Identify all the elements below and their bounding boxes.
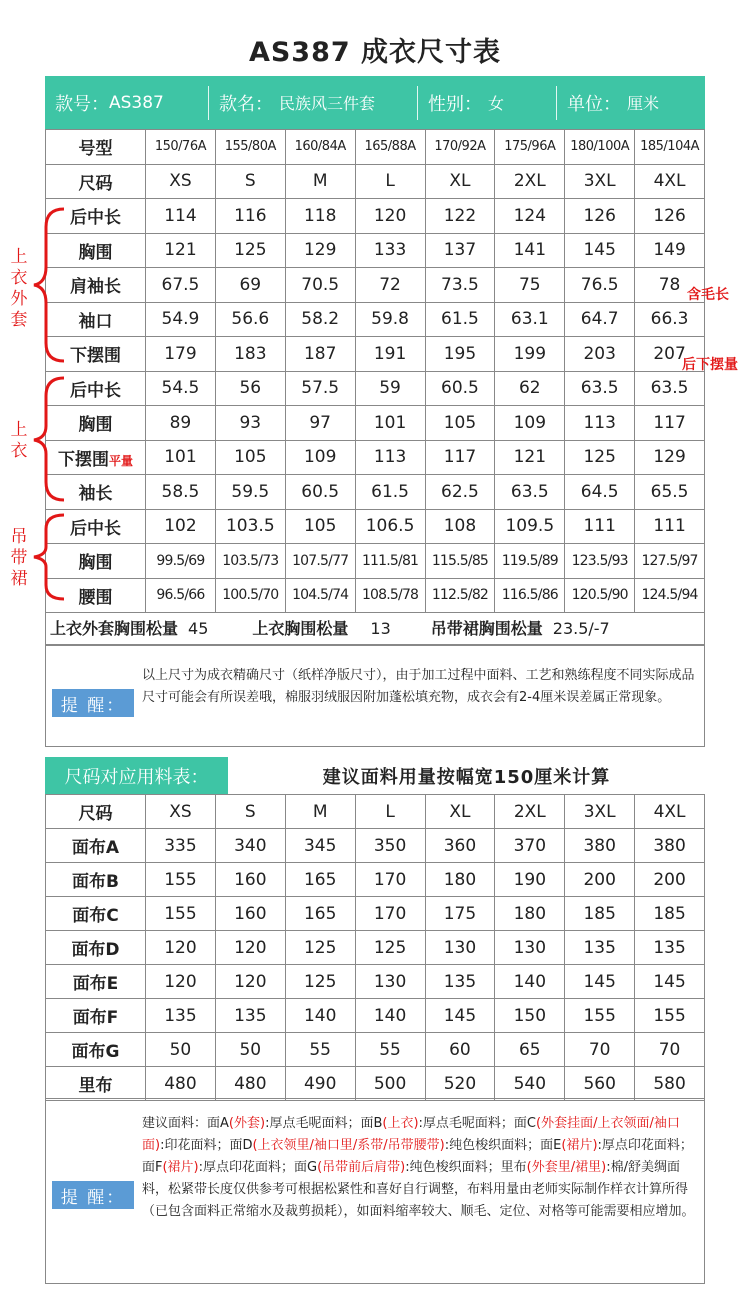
value-cell: 109 [285, 440, 355, 475]
looseness-1: 上衣外套胸围松量 45 [50, 619, 209, 638]
row-label-text: 腰围 [78, 587, 113, 608]
table-row [46, 199, 705, 234]
value-cell: 125 [215, 233, 285, 268]
fabric-usage-note: (裙片) [162, 1160, 199, 1175]
value-cell: 207 [635, 337, 705, 372]
remind-text-2 [142, 1113, 702, 1223]
row-label-text: 肩袖长 [70, 277, 121, 298]
hao-cell: 165/88A [355, 130, 425, 165]
size-cell: L [355, 164, 425, 199]
value-cell: 111 [635, 509, 705, 544]
value-cell: 112.5/82 [425, 578, 495, 613]
size-cell: 2XL [495, 164, 565, 199]
value-cell: 165 [285, 897, 355, 931]
size-cell: S [215, 795, 285, 829]
fabric-row [46, 931, 705, 965]
group-label-top [9, 420, 29, 462]
remind-tag-2: 提 醒： [52, 1181, 134, 1209]
value-cell: 122 [425, 199, 495, 234]
remind-box-1 [45, 645, 705, 747]
value-cell: 126 [565, 199, 635, 234]
fabric-usage-note: (裙片) [561, 1138, 598, 1153]
row-label: 面布D [46, 931, 146, 965]
remind-segment: :纯色梭织面料；里布 [405, 1160, 527, 1175]
size-cell: XS [146, 164, 216, 199]
group-label-dress-text: 吊带裙 [10, 527, 28, 589]
value-cell: 105 [285, 509, 355, 544]
value-cell: 60 [425, 1033, 495, 1067]
value-cell: 126 [635, 199, 705, 234]
row-label: 面布C [46, 897, 146, 931]
looseness-1-value: 45 [188, 619, 209, 638]
value-cell: 117 [635, 406, 705, 441]
row-label-text: 后中长 [70, 518, 121, 539]
fabric-subtitle: 建议面料用量按幅宽150厘米计算 [322, 766, 611, 788]
value-cell: 195 [425, 337, 495, 372]
fabric-usage-note: (上衣领里/袖口里/系带/吊带腰带) [252, 1138, 445, 1153]
brace-outer-icon [28, 205, 68, 365]
value-cell: 108.5/78 [355, 578, 425, 613]
value-cell: 125 [565, 440, 635, 475]
value-cell: 345 [285, 829, 355, 863]
size-cell: L [355, 795, 425, 829]
brace-top-icon [28, 374, 68, 504]
value-cell: 67.5 [146, 268, 216, 303]
looseness-3-value: 23.5/-7 [552, 619, 610, 638]
value-cell: 103.5 [215, 509, 285, 544]
value-cell: 61.5 [355, 475, 425, 510]
value-cell: 66.3 [635, 302, 705, 337]
group-label-dress [9, 527, 29, 590]
value-cell: 117 [425, 440, 495, 475]
row-label-text: 后中长 [70, 208, 121, 229]
style-name-label: 款名： [219, 93, 273, 115]
value-cell: 129 [635, 440, 705, 475]
value-cell: 480 [215, 1067, 285, 1101]
value-cell: 65.5 [635, 475, 705, 510]
row-label-text: 胸围 [78, 242, 113, 263]
value-cell: 70 [635, 1033, 705, 1067]
size-table [45, 129, 705, 613]
value-cell: 55 [285, 1033, 355, 1067]
value-cell: 127.5/97 [635, 544, 705, 579]
table-row [46, 578, 705, 613]
value-cell: 63.5 [565, 371, 635, 406]
row-label: 面布A [46, 829, 146, 863]
fabric-usage-note: (上衣) [382, 1116, 419, 1131]
remind-segment: 建议面料：面A [142, 1116, 229, 1131]
table-row [46, 509, 705, 544]
row-label-text: 胸围 [78, 553, 113, 574]
hao-cell: 180/100A [565, 130, 635, 165]
value-cell: 135 [215, 999, 285, 1033]
row-label-text: 下摆围 [57, 449, 109, 470]
value-cell: 140 [495, 965, 565, 999]
value-cell: 56.6 [215, 302, 285, 337]
row-label: 尺码 [46, 795, 146, 829]
size-cell: M [285, 795, 355, 829]
row-label-text: 后中长 [70, 380, 121, 401]
value-cell: 109 [495, 406, 565, 441]
group-label-outer [9, 247, 29, 331]
value-cell: 54.9 [146, 302, 216, 337]
value-cell: 59.8 [355, 302, 425, 337]
row-label: 里布 [46, 1067, 146, 1101]
value-cell: 56 [215, 371, 285, 406]
table-row [46, 371, 705, 406]
table-row [46, 337, 705, 372]
value-cell: 111.5/81 [355, 544, 425, 579]
value-cell: 183 [215, 337, 285, 372]
value-cell: 119.5/89 [495, 544, 565, 579]
value-cell: 135 [565, 931, 635, 965]
hao-cell: 185/104A [635, 130, 705, 165]
value-cell: 145 [565, 965, 635, 999]
remind-segment: :印花面料；面D [160, 1138, 253, 1153]
value-cell: 101 [355, 406, 425, 441]
value-cell: 560 [565, 1067, 635, 1101]
hao-cell: 170/92A [425, 130, 495, 165]
value-cell: 120 [146, 931, 216, 965]
side-note-hem: 后下摆量 [682, 357, 738, 373]
fabric-row [46, 829, 705, 863]
size-cell: S [215, 164, 285, 199]
value-cell: 58.5 [146, 475, 216, 510]
value-cell: 64.5 [565, 475, 635, 510]
size-cell: XL [425, 795, 495, 829]
value-cell: 179 [146, 337, 216, 372]
value-cell: 104.5/74 [285, 578, 355, 613]
value-cell: 96.5/66 [146, 578, 216, 613]
value-cell: 130 [495, 931, 565, 965]
value-cell: 70 [565, 1033, 635, 1067]
remind-segment: :厚点印花面料；面G [198, 1160, 318, 1175]
value-cell: 105 [425, 406, 495, 441]
table-row [46, 406, 705, 441]
size-cell: XL [425, 164, 495, 199]
value-cell: 113 [565, 406, 635, 441]
value-cell: 340 [215, 829, 285, 863]
value-cell: 180 [425, 863, 495, 897]
size-cell: 4XL [635, 164, 705, 199]
value-cell: 203 [565, 337, 635, 372]
looseness-2: 上衣胸围松量 13 [252, 619, 391, 638]
value-cell: 380 [565, 829, 635, 863]
value-cell: 118 [285, 199, 355, 234]
value-cell: 116.5/86 [495, 578, 565, 613]
value-cell: 500 [355, 1067, 425, 1101]
hao-cell: 150/76A [146, 130, 216, 165]
remind-segment: :纯色梭织面料；面E [444, 1138, 562, 1153]
table-row [46, 233, 705, 268]
row-label: 面布F [46, 999, 146, 1033]
value-cell: 75 [495, 268, 565, 303]
value-cell: 170 [355, 863, 425, 897]
remind-segment: :厚点毛呢面料；面B [265, 1116, 383, 1131]
fabric-row [46, 1033, 705, 1067]
value-cell: 185 [565, 897, 635, 931]
row-label-text: 袖口 [78, 311, 113, 332]
value-cell: 116 [215, 199, 285, 234]
row-label: 面布E [46, 965, 146, 999]
row-label-text: 下摆围 [70, 346, 121, 367]
value-cell: 107.5/77 [285, 544, 355, 579]
value-cell: 160 [215, 863, 285, 897]
value-cell: 64.7 [565, 302, 635, 337]
value-cell: 135 [425, 965, 495, 999]
value-cell: 120 [355, 199, 425, 234]
style-no-label: 款号： [55, 93, 109, 115]
value-cell: 155 [635, 999, 705, 1033]
row-label: 号型 [46, 130, 146, 165]
size-cell: 3XL [565, 164, 635, 199]
value-cell: 540 [495, 1067, 565, 1101]
value-cell: 160 [215, 897, 285, 931]
value-cell: 140 [285, 999, 355, 1033]
brace-dress-icon [28, 511, 68, 603]
value-cell: 69 [215, 268, 285, 303]
value-cell: 121 [495, 440, 565, 475]
value-cell: 61.5 [425, 302, 495, 337]
value-cell: 72 [355, 268, 425, 303]
value-cell: 191 [355, 337, 425, 372]
fabric-tag: 尺码对应用料表： [45, 757, 228, 794]
value-cell: 62.5 [425, 475, 495, 510]
fabric-table [45, 794, 705, 1101]
value-cell: 124.5/94 [635, 578, 705, 613]
value-cell: 199 [495, 337, 565, 372]
gender [418, 76, 556, 129]
unit-value: 厘米 [627, 94, 660, 113]
value-cell: 490 [285, 1067, 355, 1101]
value-cell: 65 [495, 1033, 565, 1067]
value-cell: 62 [495, 371, 565, 406]
value-cell: 60.5 [425, 371, 495, 406]
gender-value: 女 [488, 94, 505, 113]
table-row [46, 475, 705, 510]
remind-segment: :厚点毛呢面料；面C [418, 1116, 536, 1131]
fabric-row [46, 897, 705, 931]
table-row [46, 302, 705, 337]
value-cell: 89 [146, 406, 216, 441]
value-cell: 125 [285, 931, 355, 965]
hao-cell: 160/84A [285, 130, 355, 165]
unit-label: 单位： [567, 93, 621, 115]
remind-segment: :棉/舒美绸面料，松紧带长度仅供参考可根据松紧性和喜好自行调整，布料用量由老师实际制作样衣计算所得（已包含面料正常缩水及裁剪损耗），如面料缩率较大、顺毛、定位、对格等可能需要相应增加。 [142, 1160, 695, 1219]
value-cell: 60.5 [285, 475, 355, 510]
value-cell: 58.2 [285, 302, 355, 337]
style-name-value: 民族风三件套 [279, 94, 376, 113]
value-cell: 115.5/85 [425, 544, 495, 579]
value-cell: 190 [495, 863, 565, 897]
value-cell: 57.5 [285, 371, 355, 406]
value-cell: 155 [565, 999, 635, 1033]
value-cell: 63.5 [635, 371, 705, 406]
style-no [45, 76, 208, 129]
value-cell: 120 [215, 931, 285, 965]
hao-cell: 175/96A [495, 130, 565, 165]
fabric-usage-note: (外套挂面/上衣领面/袖口面) [142, 1116, 680, 1153]
value-cell: 360 [425, 829, 495, 863]
value-cell: 130 [425, 931, 495, 965]
remind-box-2 [45, 1098, 705, 1284]
value-cell: 93 [215, 406, 285, 441]
fabric-row [46, 965, 705, 999]
value-cell: 59 [355, 371, 425, 406]
row-label-text: 袖长 [78, 484, 113, 505]
size-cell: 3XL [565, 795, 635, 829]
style-no-value: AS387 [109, 92, 164, 113]
table-row-hao [46, 130, 705, 165]
fabric-row [46, 863, 705, 897]
value-cell: 155 [146, 863, 216, 897]
value-cell: 120.5/90 [565, 578, 635, 613]
value-cell: 124 [495, 199, 565, 234]
value-cell: 145 [425, 999, 495, 1033]
value-cell: 480 [146, 1067, 216, 1101]
value-cell: 200 [565, 863, 635, 897]
value-cell: 99.5/69 [146, 544, 216, 579]
size-cell: M [285, 164, 355, 199]
unit [557, 76, 705, 129]
value-cell: 73.5 [425, 268, 495, 303]
value-cell: 580 [635, 1067, 705, 1101]
size-cell: XS [146, 795, 216, 829]
page-title: AS387 成衣尺寸表 [248, 37, 502, 68]
value-cell: 55 [355, 1033, 425, 1067]
value-cell: 120 [146, 965, 216, 999]
looseness-row [45, 611, 705, 645]
value-cell: 102 [146, 509, 216, 544]
value-cell: 130 [355, 965, 425, 999]
fabric-row-size [46, 795, 705, 829]
style-name [209, 76, 417, 129]
value-cell: 123.5/93 [565, 544, 635, 579]
value-cell: 200 [635, 863, 705, 897]
table-row-size [46, 164, 705, 199]
row-label: 面布B [46, 863, 146, 897]
value-cell: 70.5 [285, 268, 355, 303]
value-cell: 63.5 [495, 475, 565, 510]
value-cell: 125 [285, 965, 355, 999]
value-cell: 185 [635, 897, 705, 931]
value-cell: 50 [215, 1033, 285, 1067]
fabric-usage-note: (外套里/裙里) [526, 1160, 607, 1175]
row-label: 尺码 [46, 164, 146, 199]
looseness-2-value: 13 [370, 619, 391, 638]
fabric-usage-note: (外套) [228, 1116, 266, 1131]
value-cell: 121 [146, 233, 216, 268]
value-cell: 76.5 [565, 268, 635, 303]
value-cell: 105 [215, 440, 285, 475]
fabric-row [46, 999, 705, 1033]
header-bar [45, 76, 705, 129]
value-cell: 187 [285, 337, 355, 372]
value-cell: 111 [565, 509, 635, 544]
value-cell: 335 [146, 829, 216, 863]
value-cell: 165 [285, 863, 355, 897]
value-cell: 170 [355, 897, 425, 931]
value-cell: 135 [635, 931, 705, 965]
value-cell: 149 [635, 233, 705, 268]
remind-segment: :厚点印花面料；面F [142, 1138, 693, 1175]
value-cell: 120 [215, 965, 285, 999]
value-cell: 114 [146, 199, 216, 234]
fabric-row [46, 1067, 705, 1101]
table-row [46, 440, 705, 475]
value-cell: 175 [425, 897, 495, 931]
value-cell: 113 [355, 440, 425, 475]
size-cell: 4XL [635, 795, 705, 829]
value-cell: 59.5 [215, 475, 285, 510]
row-note: 平量 [108, 453, 133, 468]
remind-text-1: 以上尺寸为成衣精确尺寸（纸样净版尺寸），由于加工过程中面料、工艺和熟练程度不同实际成品尺寸可能会有所误差哦，棉服羽绒服因附加蓬松填充物，成衣会有2-4厘米误差属正常现象。 [142, 668, 695, 705]
row-label: 面布G [46, 1033, 146, 1067]
value-cell: 145 [635, 965, 705, 999]
value-cell: 155 [146, 897, 216, 931]
value-cell: 63.1 [495, 302, 565, 337]
value-cell: 100.5/70 [215, 578, 285, 613]
value-cell: 380 [635, 829, 705, 863]
value-cell: 108 [425, 509, 495, 544]
value-cell: 520 [425, 1067, 495, 1101]
value-cell: 350 [355, 829, 425, 863]
table-row [46, 544, 705, 579]
fabric-usage-note: (吊带前后肩带) [317, 1160, 406, 1175]
group-label-outer-text: 上衣外套 [10, 247, 28, 330]
value-cell: 145 [565, 233, 635, 268]
value-cell: 180 [495, 897, 565, 931]
value-cell: 137 [425, 233, 495, 268]
table-row [46, 268, 705, 303]
value-cell: 97 [285, 406, 355, 441]
hao-cell: 155/80A [215, 130, 285, 165]
size-cell: 2XL [495, 795, 565, 829]
value-cell: 135 [146, 999, 216, 1033]
value-cell: 133 [355, 233, 425, 268]
value-cell: 101 [146, 440, 216, 475]
fabric-bar [45, 757, 705, 794]
remind-tag-1: 提 醒： [52, 689, 134, 717]
value-cell: 140 [355, 999, 425, 1033]
value-cell: 50 [146, 1033, 216, 1067]
value-cell: 78 [635, 268, 705, 303]
value-cell: 370 [495, 829, 565, 863]
value-cell: 103.5/73 [215, 544, 285, 579]
looseness-3: 吊带裙胸围松量 23.5/-7 [430, 619, 610, 638]
value-cell: 125 [355, 931, 425, 965]
gender-label: 性别： [428, 93, 482, 115]
group-label-top-text: 上衣 [10, 420, 28, 461]
value-cell: 150 [495, 999, 565, 1033]
row-label-text: 胸围 [78, 415, 113, 436]
side-note-hair: 含毛长 [687, 287, 729, 303]
value-cell: 106.5 [355, 509, 425, 544]
value-cell: 129 [285, 233, 355, 268]
value-cell: 54.5 [146, 371, 216, 406]
value-cell: 141 [495, 233, 565, 268]
value-cell: 109.5 [495, 509, 565, 544]
